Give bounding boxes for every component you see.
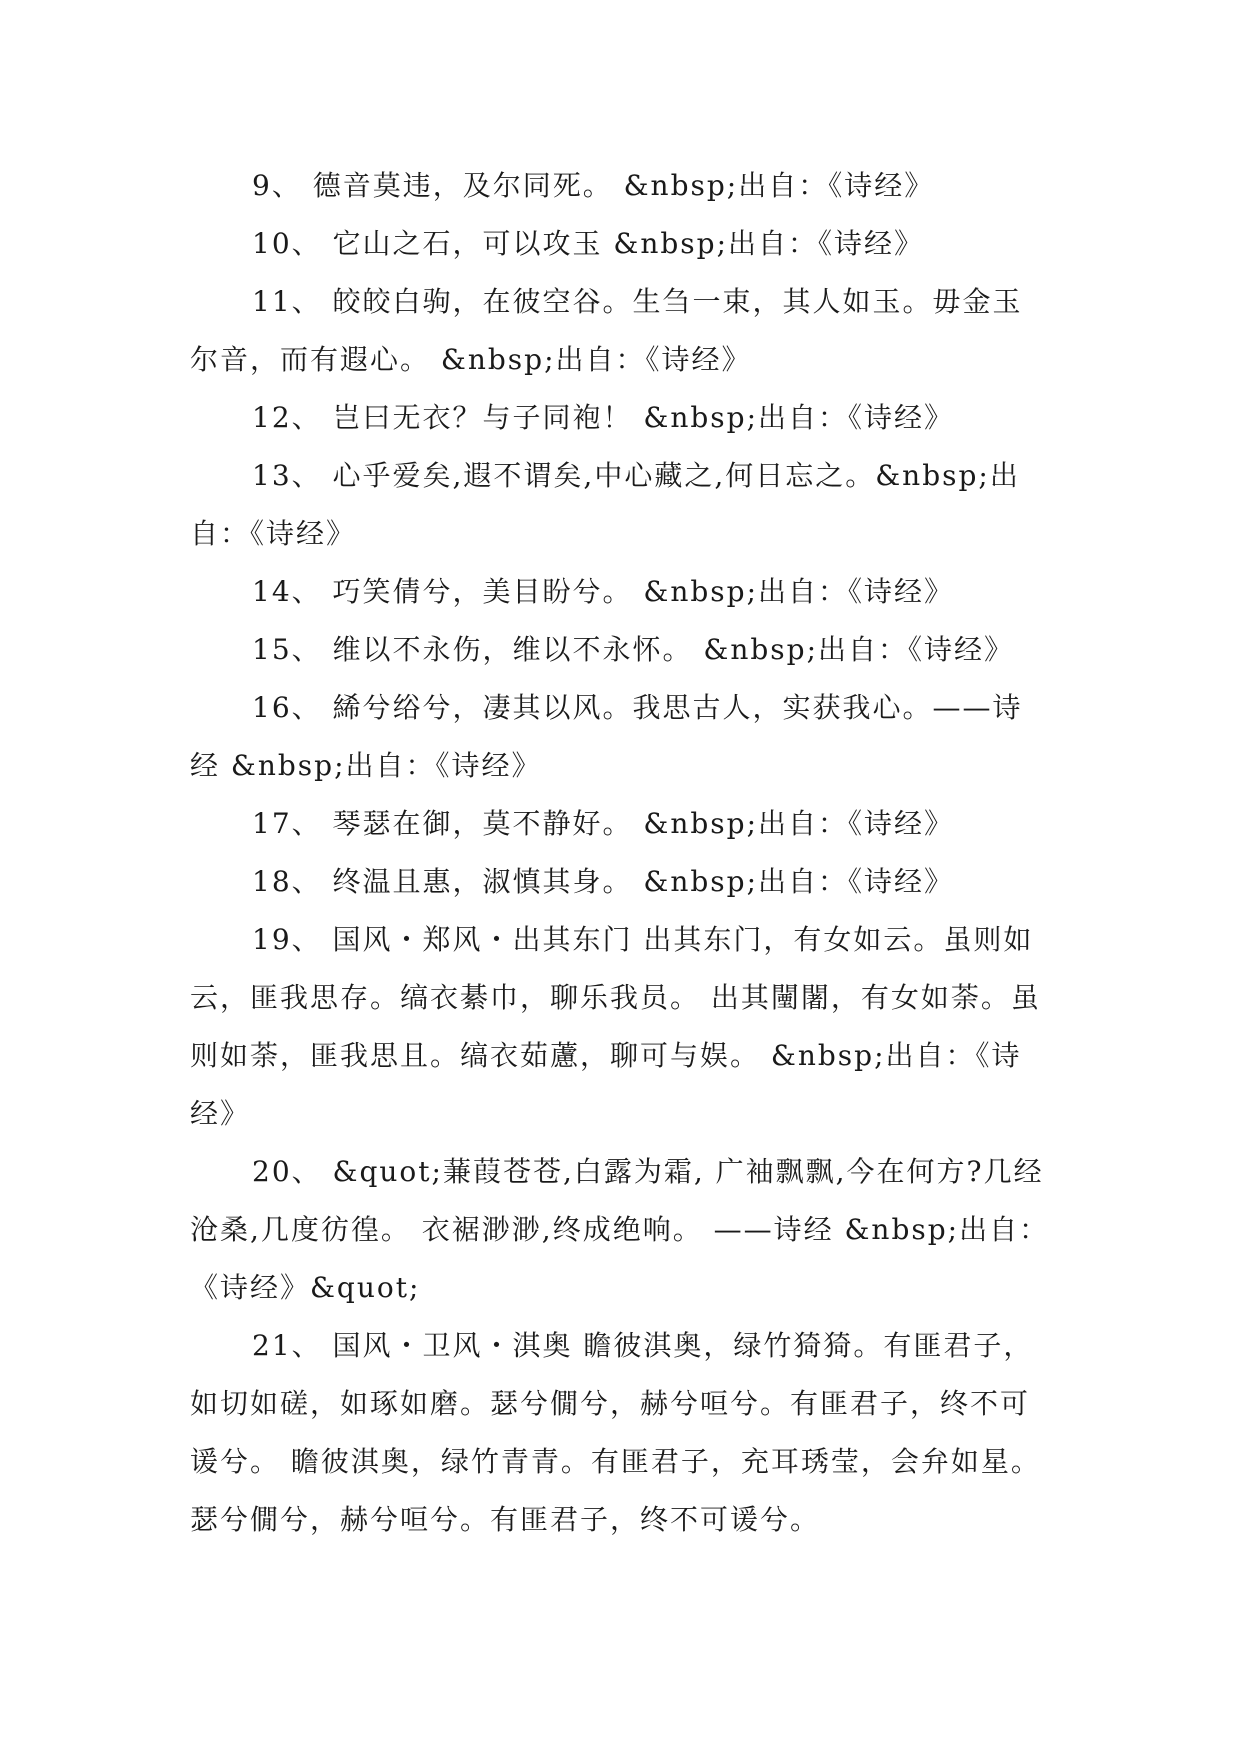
document-body bbox=[190, 157, 1050, 1549]
list-item: 12、 岂曰无衣？与子同袍！ &nbsp;出自：《诗经》 bbox=[252, 401, 955, 434]
list-item: 10、 它山之石，可以攻玉 &nbsp;出自：《诗经》 bbox=[252, 227, 925, 260]
list-item: 13、 心乎爱矣,遐不谓矣,中心藏之,何日忘之。&nbsp;出自：《诗经》 bbox=[190, 459, 1020, 550]
list-item: 17、 琴瑟在御，莫不静好。 &nbsp;出自：《诗经》 bbox=[252, 807, 955, 840]
list-item: 15、 维以不永伤，维以不永怀。 &nbsp;出自：《诗经》 bbox=[252, 633, 1015, 666]
list-item: 9、 德音莫违，及尔同死。 &nbsp;出自：《诗经》 bbox=[252, 169, 935, 202]
list-item: 21、 国风・卫风・淇奥 瞻彼淇奥，绿竹猗猗。有匪君子，如切如磋，如琢如磨。瑟兮僩兮，赫兮咺兮。有匪君子，终不可谖兮。 瞻彼淇奥，绿竹青青。有匪君子，充耳琇莹，会弁如星。瑟兮僩兮，赫兮咺兮。有匪君子，终不可谖兮。 bbox=[190, 1329, 1041, 1536]
list-item: 16、 絺兮绤兮，凄其以风。我思古人，实获我心。——诗经 &nbsp;出自：《诗经》 bbox=[190, 691, 1023, 782]
list-item: 14、 巧笑倩兮，美目盼兮。 &nbsp;出自：《诗经》 bbox=[252, 575, 955, 608]
list-item: 19、 国风・郑风・出其东门 出其东门，有女如云。虽则如云，匪我思存。缟衣綦巾，聊乐我员。 出其闉闍，有女如荼。虽则如荼，匪我思且。缟衣茹藘，聊可与娱。 &nbsp;出自：《诗经》 bbox=[190, 923, 1041, 1130]
list-item: 20、 &quot;蒹葭苍苍,白露为霜, 广袖飘飘,今在何方?几经沧桑,几度彷徨。 衣裾渺渺,终成绝响。 ——诗经 &nbsp;出自：《诗经》&quot; bbox=[190, 1155, 1050, 1304]
list-item: 18、 终温且惠，淑慎其身。 &nbsp;出自：《诗经》 bbox=[252, 865, 955, 898]
list-item: 11、 皎皎白驹，在彼空谷。生刍一束，其人如玉。毋金玉尔音，而有遐心。 &nbsp;出自：《诗经》 bbox=[190, 285, 1023, 376]
